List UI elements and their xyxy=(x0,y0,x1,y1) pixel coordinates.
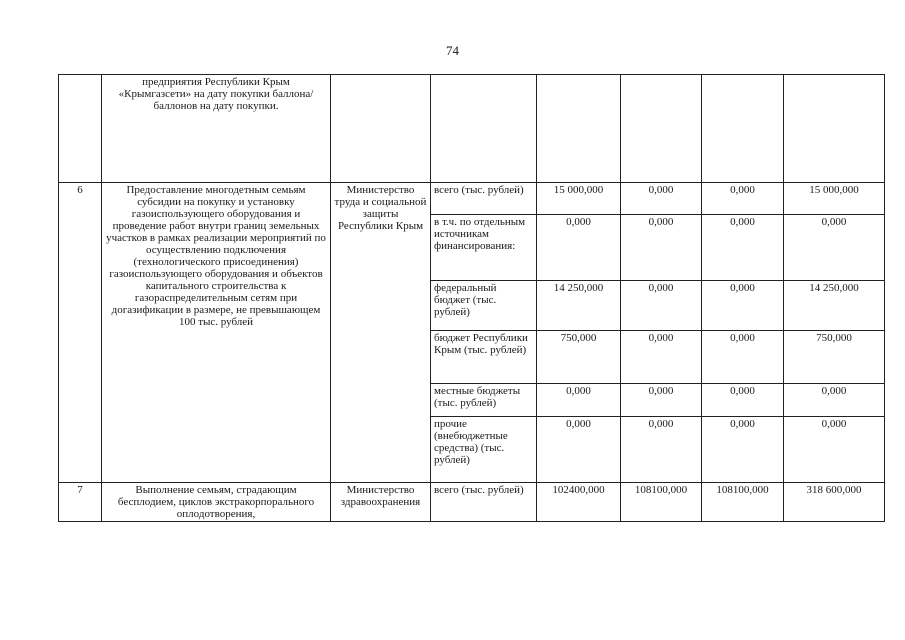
executor: Министерство труда и социальной защиты Республики Крым xyxy=(331,183,431,483)
table-row xyxy=(59,483,885,522)
value-total: 750,000 xyxy=(784,331,885,384)
row-number xyxy=(59,75,102,183)
budget-table xyxy=(58,74,885,522)
value-year-1: 102400,000 xyxy=(537,483,621,522)
activity-name: предприятия Республики Крым «Крымгазсети» на дату покупки баллона/баллонов на дату покупки. xyxy=(102,75,331,183)
table-row xyxy=(59,75,885,183)
value-year-3: 0,000 xyxy=(702,331,784,384)
value-year-1: 0,000 xyxy=(537,384,621,417)
value-total: 0,000 xyxy=(784,384,885,417)
value-year-1: 15 000,000 xyxy=(537,183,621,215)
value-year-1: 0,000 xyxy=(537,215,621,281)
value-total: 14 250,000 xyxy=(784,281,885,331)
funding-source-label: всего (тыс. рублей) xyxy=(431,183,537,215)
funding-source-label: прочие (внебюджетные средства) (тыс. рублей) xyxy=(431,417,537,483)
value-year-2: 0,000 xyxy=(621,281,702,331)
value-total: 318 600,000 xyxy=(784,483,885,522)
funding-source-label: в т.ч. по отдельным источникам финансирования: xyxy=(431,215,537,281)
row-number: 7 xyxy=(59,483,102,522)
value-year-3: 0,000 xyxy=(702,417,784,483)
funding-source-label: местные бюджеты (тыс. рублей) xyxy=(431,384,537,417)
value-total: 15 000,000 xyxy=(784,183,885,215)
value-year-3: 108100,000 xyxy=(702,483,784,522)
value-year-3: 0,000 xyxy=(702,183,784,215)
value-year-2: 108100,000 xyxy=(621,483,702,522)
value-total: 0,000 xyxy=(784,215,885,281)
value-year-1: 14 250,000 xyxy=(537,281,621,331)
funding-source-label xyxy=(431,75,537,183)
value-year-1 xyxy=(537,75,621,183)
activity-name: Выполнение семьям, страдающим бесплодием, циклов экстракорпорального оплодотворения, xyxy=(102,483,331,522)
value-year-2: 0,000 xyxy=(621,331,702,384)
funding-source-label: бюджет Республики Крым (тыс. рублей) xyxy=(431,331,537,384)
value-total: 0,000 xyxy=(784,417,885,483)
value-total xyxy=(784,75,885,183)
value-year-3: 0,000 xyxy=(702,281,784,331)
value-year-3: 0,000 xyxy=(702,215,784,281)
value-year-2: 0,000 xyxy=(621,417,702,483)
value-year-3: 0,000 xyxy=(702,384,784,417)
executor: Министерство здравоохранения xyxy=(331,483,431,522)
value-year-2: 0,000 xyxy=(621,384,702,417)
executor xyxy=(331,75,431,183)
value-year-2 xyxy=(621,75,702,183)
page-number: 74 xyxy=(446,43,459,58)
activity-name: Предоставление многодетным семьям субсидии на покупку и установку газоиспользующего оборудования и проведение работ внутри границ земельных участков в рамках реализации мероприятий по осуществлению подключения (технологического присоединения) газоиспользующего оборудования и объектов капитального строительства к газораспределительным сетям при догазификации в размере, не превышающем 100 тыс. рублей xyxy=(102,183,331,483)
value-year-1: 0,000 xyxy=(537,417,621,483)
value-year-2: 0,000 xyxy=(621,215,702,281)
funding-source-label: федеральный бюджет (тыс. рублей) xyxy=(431,281,537,331)
value-year-2: 0,000 xyxy=(621,183,702,215)
row-number: 6 xyxy=(59,183,102,483)
funding-source-label: всего (тыс. рублей) xyxy=(431,483,537,522)
value-year-3 xyxy=(702,75,784,183)
value-year-1: 750,000 xyxy=(537,331,621,384)
table-row xyxy=(59,183,885,215)
